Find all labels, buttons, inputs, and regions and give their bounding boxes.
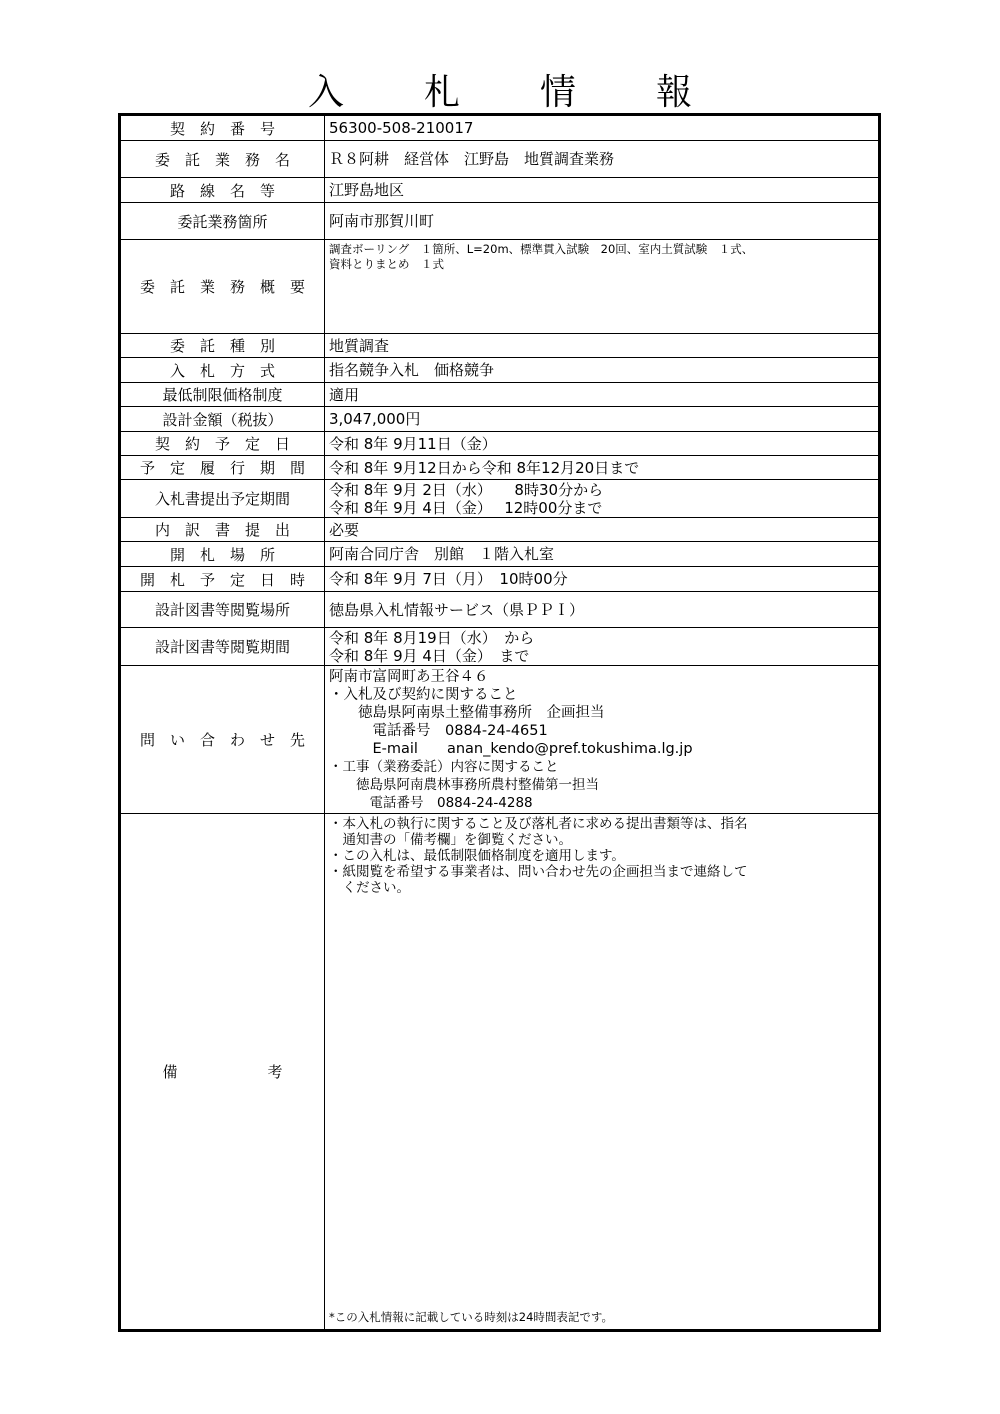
value-period: 令和 8年 9月12日から令和 8年12月20日まで	[329, 458, 640, 477]
time-format-footnote: *この入札情報に記載している時刻は24時間表記です。	[329, 1310, 613, 1324]
submit-period-line: 令和 8年 9月 4日（金） 12時00分まで	[329, 498, 603, 517]
label-viewing-period: 設計図書等閲覧期間	[121, 628, 325, 665]
value-task-name: Ｒ８阿耕 経営体 江野島 地質調査業務	[329, 150, 615, 168]
label-min-price: 最低制限価格制度	[121, 383, 325, 406]
row-min-price	[121, 383, 878, 407]
value-opening-date: 令和 8年 9月 7日（月） 10時00分	[329, 570, 568, 588]
viewing-period-line: 令和 8年 9月 4日（金） まで	[329, 646, 530, 665]
label-period: 予 定 履 行 期 間	[121, 456, 325, 479]
value-remarks	[325, 814, 878, 1329]
remarks-line: ・紙閲覧を希望する事業者は、問い合わせ先の企画担当まで連絡して	[329, 864, 748, 880]
value-method: 指名競争入札 価格競争	[329, 361, 495, 379]
row-submit-period	[121, 480, 878, 518]
row-location	[121, 203, 878, 240]
label-opening-place: 開 札 場 所	[121, 542, 325, 566]
contact-email[interactable]: E-mail anan_kendo@pref.tokushima.lg.jp	[329, 741, 693, 757]
row-contact	[121, 666, 878, 814]
value-route-name: 江野島地区	[329, 181, 405, 199]
value-submit-period	[325, 480, 878, 517]
row-opening-place	[121, 542, 878, 567]
value-location: 阿南市那賀川町	[329, 212, 435, 230]
label-type: 委 託 種 別	[121, 334, 325, 357]
row-route-name	[121, 178, 878, 203]
label-opening-date: 開 札 予 定 日 時	[121, 567, 325, 591]
row-period	[121, 456, 878, 480]
row-design-amount	[121, 407, 878, 432]
row-viewing-place	[121, 592, 878, 628]
value-viewing-period	[325, 628, 878, 665]
label-contract-date: 契 約 予 定 日	[121, 432, 325, 455]
summary-line: 調査ボーリング １箇所、L=20m、標準貫入試験 20回、室内土質試験 １式、	[329, 242, 754, 256]
row-breakdown	[121, 518, 878, 542]
remarks-line: ・この入札は、最低制限価格制度を適用します。	[329, 848, 625, 864]
value-opening-place: 阿南合同庁舎 別館 １階入札室	[329, 545, 555, 563]
label-contract-number: 契 約 番 号	[121, 116, 325, 140]
row-method	[121, 358, 878, 383]
remarks-line: 通知書の「備考欄」を御覧ください。	[329, 832, 572, 848]
label-submit-period: 入札書提出予定期間	[121, 480, 325, 517]
value-viewing-place: 徳島県入札情報サービス（県ＰＰＩ）	[329, 600, 585, 619]
viewing-period-line: 令和 8年 8月19日（水） から	[329, 628, 535, 647]
row-viewing-period	[121, 628, 878, 666]
row-type	[121, 334, 878, 358]
document-title: 入 札 情 報	[307, 72, 714, 113]
value-type: 地質調査	[329, 336, 390, 355]
label-method: 入 札 方 式	[121, 358, 325, 382]
label-remarks: 備 考	[121, 814, 325, 1329]
bid-info-table	[118, 113, 881, 1332]
label-contact: 問 い 合 わ せ 先	[121, 666, 325, 813]
label-design-amount: 設計金額（税抜）	[121, 407, 325, 431]
row-summary	[121, 240, 878, 334]
value-min-price: 適用	[329, 385, 360, 404]
value-breakdown: 必要	[329, 520, 360, 539]
label-location: 委託業務箇所	[121, 203, 325, 239]
value-contract-number: 56300-508-210017	[329, 119, 474, 137]
label-route-name: 路 線 名 等	[121, 178, 325, 202]
row-contract-number	[121, 116, 878, 141]
row-remarks	[121, 814, 878, 1329]
label-summary: 委 託 業 務 概 要	[121, 240, 325, 333]
row-task-name	[121, 141, 878, 178]
row-contract-date	[121, 432, 878, 456]
contact-line: 徳島県阿南県土整備事務所 企画担当	[329, 705, 605, 721]
summary-line: 資料とりまとめ １式	[329, 257, 444, 271]
label-breakdown: 内 訳 書 提 出	[121, 518, 325, 541]
value-summary	[325, 240, 878, 333]
contact-line: 電話番号 0884-24-4651	[329, 723, 548, 739]
contact-line: 徳島県阿南農林事務所農村整備第一担当	[329, 777, 599, 793]
value-contract-date: 令和 8年 9月11日（金）	[329, 434, 497, 453]
row-opening-date	[121, 567, 878, 592]
remarks-line: ・本入札の執行に関すること及び落札者に求める提出書類等は、指名	[329, 816, 748, 832]
label-task-name: 委 託 業 務 名	[121, 141, 325, 177]
remarks-line: ください。	[329, 880, 410, 896]
value-contact	[325, 666, 878, 813]
contact-line: 阿南市富岡町あ王谷４６	[329, 669, 489, 685]
submit-period-line: 令和 8年 9月 2日（水） 8時30分から	[329, 480, 604, 499]
contact-line: ・工事（業務委託）内容に関すること	[329, 759, 559, 775]
label-viewing-place: 設計図書等閲覧場所	[121, 592, 325, 627]
value-design-amount: 3,047,000円	[329, 410, 421, 428]
contact-line: 電話番号 0884-24-4288	[329, 795, 533, 811]
contact-line: ・入札及び契約に関すること	[329, 687, 518, 703]
